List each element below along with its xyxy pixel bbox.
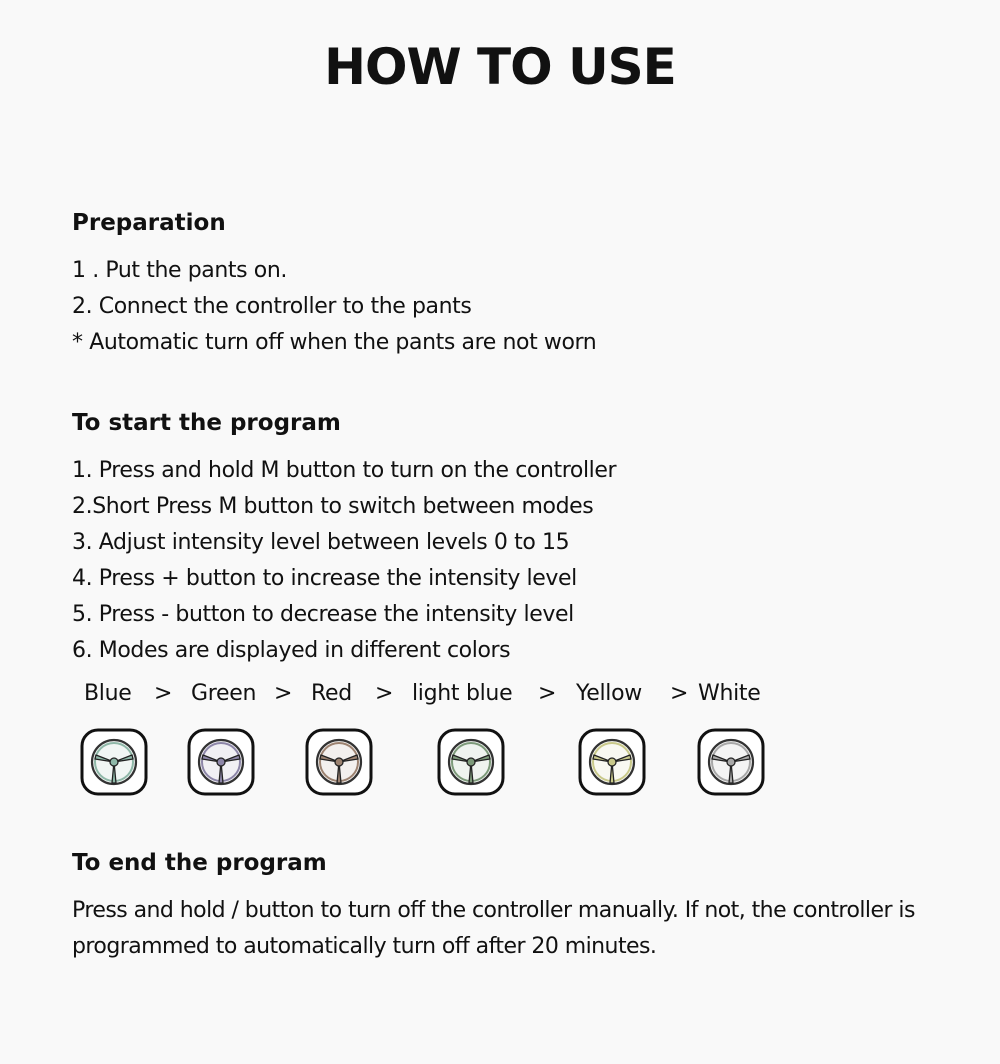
mode-label-yellow: Yellow bbox=[576, 681, 642, 706]
end-program-section bbox=[72, 848, 952, 965]
mode-separator: > bbox=[538, 681, 557, 706]
mode-label-light-blue: light blue bbox=[412, 681, 513, 706]
controller-icon bbox=[80, 728, 148, 796]
start-step: 1. Press and hold M button to turn on the controller bbox=[72, 458, 617, 483]
controller-icon bbox=[697, 728, 765, 796]
preparation-step: 1 . Put the pants on. bbox=[72, 258, 287, 283]
mode-label-white: White bbox=[698, 681, 761, 706]
start-program-heading: To start the program bbox=[72, 410, 341, 436]
end-program-text: Press and hold / button to turn off the controller manually. If not, the controller is programmed to automatically turn off after 20 minutes. bbox=[72, 898, 915, 959]
controller-icon bbox=[187, 728, 255, 796]
mode-label-blue: Blue bbox=[84, 681, 132, 706]
preparation-steps bbox=[72, 253, 952, 361]
start-step: 2.Short Press M button to switch between modes bbox=[72, 494, 594, 519]
controller-icon bbox=[437, 728, 505, 796]
start-step: 4. Press + button to increase the intensity level bbox=[72, 566, 577, 591]
preparation-note: * Automatic turn off when the pants are not worn bbox=[72, 330, 597, 355]
start-program-section bbox=[72, 408, 952, 669]
end-program-heading: To end the program bbox=[72, 850, 327, 876]
preparation-heading: Preparation bbox=[72, 210, 226, 236]
start-step: 5. Press - button to decrease the intensity level bbox=[72, 602, 574, 627]
page-title: HOW TO USE bbox=[324, 38, 676, 96]
controller-icon bbox=[305, 728, 373, 796]
mode-label-green: Green bbox=[191, 681, 257, 706]
start-program-steps bbox=[72, 453, 952, 669]
mode-separator: > bbox=[274, 681, 293, 706]
controller-icon bbox=[578, 728, 646, 796]
mode-separator: > bbox=[670, 681, 689, 706]
start-step: 6. Modes are displayed in different colors bbox=[72, 638, 511, 663]
mode-label-red: Red bbox=[311, 681, 352, 706]
preparation-section bbox=[72, 208, 952, 361]
mode-separator: > bbox=[154, 681, 173, 706]
preparation-step: 2. Connect the controller to the pants bbox=[72, 294, 472, 319]
end-program-text-block bbox=[72, 893, 952, 965]
start-step: 3. Adjust intensity level between levels 0 to 15 bbox=[72, 530, 570, 555]
mode-separator: > bbox=[375, 681, 394, 706]
